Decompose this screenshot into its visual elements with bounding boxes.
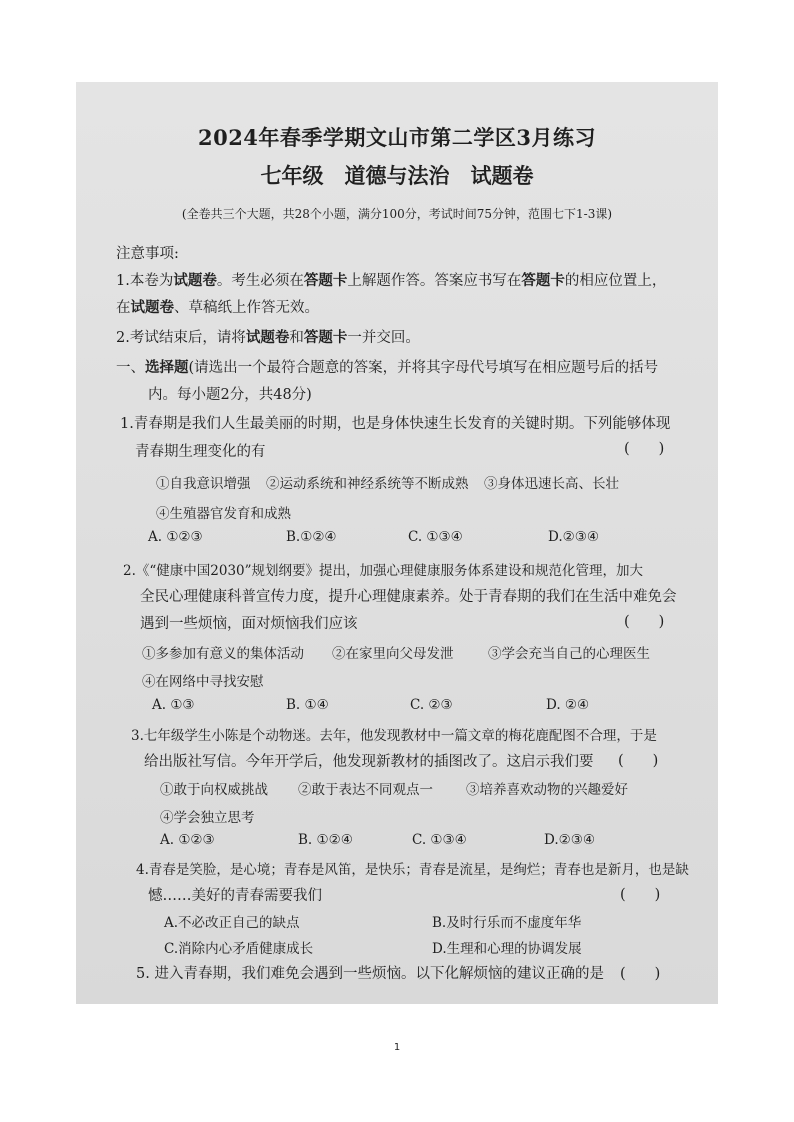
- exam-subtitle: 七年级 道德与法治 试题卷: [260, 163, 534, 188]
- question-2-stem-cont-2: 遇到一些烦恼，面对烦恼我们应该: [140, 616, 358, 632]
- notice-item-2: 2.考试结束后，请将试题卷和答题卡一并交回。: [116, 329, 420, 346]
- question-2-statement-3: ③学会充当自己的心理医生: [488, 646, 650, 662]
- question-4-answer-blank: ( ): [620, 887, 661, 903]
- question-2-option-c: C. ②③: [410, 697, 453, 713]
- notice-item-1-cont: 在试题卷、草稿纸上作答无效。: [116, 299, 319, 316]
- question-3-answer-blank: ( ): [618, 753, 659, 769]
- question-4-option-c: C.消除内心矛盾健康成长: [164, 941, 314, 957]
- question-2-statement-1: ①多参加有意义的集体活动: [142, 646, 304, 662]
- notice-item-1: 1.本卷为试题卷。考生必须在答题卡上解题作答。答案应书写在答题卡的相应位置上，: [116, 272, 667, 289]
- question-2-statement-4: ④在网络中寻找安慰: [142, 674, 264, 690]
- question-1-option-c: C. ①③④: [408, 529, 463, 545]
- question-1-stem: 1.青春期是我们人生最美丽的时期，也是身体快速生长发育的关键时期。下列能够体现: [120, 416, 671, 432]
- question-2-stem-cont-1: 全民心理健康科普宣传力度，提升心理健康素养。处于青春期的我们在生活中难免会: [140, 589, 677, 605]
- question-1-statement-4: ④生殖器官发育和成熟: [156, 506, 291, 522]
- question-2-statement-2: ②在家里向父母发泄: [332, 646, 454, 662]
- question-4-option-a: A.不必改正自己的缺点: [164, 915, 300, 931]
- question-1-statement-3: ③身体迅速长高、长壮: [484, 476, 619, 492]
- question-5-answer-blank: ( ): [620, 966, 661, 982]
- question-2-option-d: D. ②④: [546, 697, 590, 713]
- page-number: 1: [393, 1042, 401, 1053]
- question-1-option-b: B.①②④: [286, 529, 337, 545]
- question-5-stem: 5. 进入青春期，我们难免会遇到一些烦恼。以下化解烦恼的建议正确的是: [136, 966, 604, 982]
- scanned-exam-sheet: [76, 82, 718, 1004]
- question-3-option-c: C. ①③④: [412, 832, 467, 848]
- question-1-option-d: D.②③④: [548, 529, 599, 545]
- question-2-option-a: A. ①③: [152, 697, 195, 713]
- exam-title: 2024年春季学期文山市第二学区3月练习: [197, 125, 597, 150]
- question-3-stem-cont: 给出版社写信。今年开学后，他发现新教材的插图改了。这启示我们要: [144, 754, 594, 770]
- question-4-stem: 4.青春是笑脸，是心境；青春是风笛，是快乐；青春是流星，是绚烂；青春也是新月，也是缺: [136, 862, 689, 878]
- section-1-instruction-cont: 内。每小题2分，共48分): [148, 387, 312, 403]
- question-4-stem-cont: 憾……美好的青春需要我们: [148, 888, 322, 904]
- question-2-answer-blank: ( ): [624, 614, 665, 630]
- question-3-option-d: D.②③④: [544, 832, 595, 848]
- question-1-statement-2: ②运动系统和神经系统等不断成熟: [266, 476, 469, 492]
- question-1-stem-cont: 青春期生理变化的有: [135, 444, 266, 460]
- exam-scope-note: (全卷共三个大题，共28个小题，满分100分，考试时间75分钟，范围七下1-3课): [181, 207, 613, 221]
- notice-heading: 注意事项:: [116, 246, 179, 262]
- question-2-stem: 2.《“健康中国2030”规划纲要》提出，加强心理健康服务体系建设和规范化管理，加大: [123, 563, 644, 579]
- section-1-heading: 一、选择题(请选出一个最符合题意的答案，并将其字母代号填写在相应题号后的括号: [116, 359, 659, 376]
- question-3-statement-2: ②敢于表达不同观点一: [298, 782, 433, 798]
- question-2-option-b: B. ①④: [286, 697, 329, 713]
- question-1-answer-blank: ( ): [624, 441, 665, 457]
- question-3-option-a: A. ①②③: [160, 832, 215, 848]
- question-1-statement-1: ①自我意识增强: [156, 476, 251, 492]
- question-3-statement-3: ③培养喜欢动物的兴趣爱好: [466, 782, 628, 798]
- question-3-statement-4: ④学会独立思考: [160, 810, 255, 826]
- question-3-option-b: B. ①②④: [298, 832, 353, 848]
- question-1-option-a: A. ①②③: [148, 529, 203, 545]
- question-4-option-b: B.及时行乐而不虚度年华: [432, 915, 582, 931]
- question-3-stem: 3.七年级学生小陈是个动物迷。去年，他发现教材中一篇文章的梅花鹿配图不合理，于是: [131, 728, 657, 744]
- question-4-option-d: D.生理和心理的协调发展: [432, 941, 582, 957]
- question-3-statement-1: ①敢于向权威挑战: [160, 782, 268, 798]
